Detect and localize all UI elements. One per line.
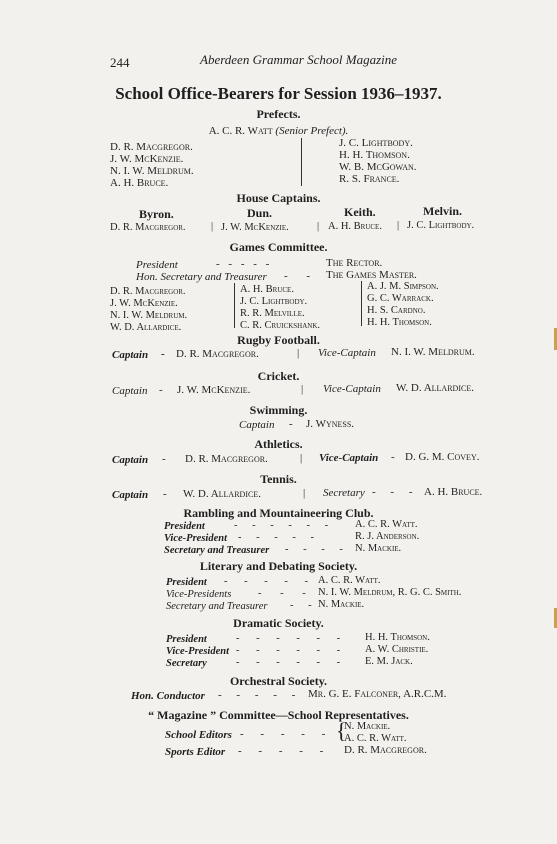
games-col-2 <box>240 284 320 332</box>
rugby-captain: D. R. Macgregor. <box>176 348 259 360</box>
list-item: R. R. Melville. <box>240 308 305 319</box>
sports-editor-value: D. R. Macgregor. <box>344 744 427 756</box>
rugby-divider: | <box>297 347 300 359</box>
rambling-label-1: Vice-President <box>164 533 227 544</box>
rambling-value-2: N. Mackie. <box>355 543 402 554</box>
list-item: C. R. Cruickshank. <box>240 320 321 331</box>
prefects-heading: Prefects. <box>256 107 301 121</box>
house-divider-1: | <box>211 221 214 232</box>
dramatic-heading: Dramatic Society. <box>233 616 324 630</box>
list-item: R. S. France. <box>339 173 400 185</box>
list-item: D. R. Macgregor. <box>110 286 186 297</box>
rambling-value-0: A. C. R. Watt. <box>355 519 418 530</box>
tennis-divider: | <box>303 487 306 499</box>
athletics-heading: Athletics. <box>254 437 303 451</box>
literary-label-2: Secretary and Treasurer <box>166 601 268 612</box>
running-head: Aberdeen Grammar School Magazine <box>200 52 398 67</box>
dramatic-label-0: President <box>166 634 207 645</box>
swimming-heading: Swimming. <box>249 403 308 417</box>
tennis-captain-label: Captain <box>112 489 149 501</box>
list-item: H. S. Cardno. <box>367 305 426 316</box>
list-item: J. W. McKenzie. <box>110 153 184 165</box>
rambling-heading: Rambling and Mountaineering Club. <box>183 506 374 520</box>
house-keith: Keith. <box>344 205 376 219</box>
rambling-dashes-2: - - - - <box>285 544 349 555</box>
literary-dashes-2: - - <box>290 600 318 611</box>
list-item: N. Mackie. <box>344 721 391 732</box>
games-col-1 <box>110 286 187 334</box>
athletics-captain: D. R. Macgregor. <box>185 453 268 465</box>
list-item: N. I. W. Meldrum. <box>110 165 194 177</box>
sports-editor-dashes: - - - - - <box>238 745 331 757</box>
list-item: A. C. R. Watt. <box>344 733 407 744</box>
editors-dashes: - - - - - <box>240 728 333 740</box>
list-item: W. B. McGowan. <box>339 161 417 173</box>
editors-brace: { <box>336 718 347 743</box>
tennis-secretary-label: Secretary <box>323 487 365 499</box>
athletics-divider: | <box>300 452 303 464</box>
page-number: 244 <box>110 55 130 70</box>
rambling-dashes-1: - - - - - <box>238 532 320 543</box>
dramatic-value-1: A. W. Christie. <box>365 644 429 655</box>
athletics-captain-label: Captain <box>112 454 149 466</box>
senior-prefect-name: A. C. R. Watt <box>208 125 273 137</box>
literary-dashes-0: - - - - - <box>224 576 315 587</box>
list-item: N. I. W. Meldrum. <box>110 310 188 321</box>
editors-list <box>344 721 407 745</box>
rugby-heading: Rugby Football. <box>237 333 320 347</box>
page-title: School Office-Bearers for Session 1936–1937. <box>115 84 442 103</box>
literary-value-1: N. I. W. Meldrum, R. G. C. Smith. <box>318 587 462 598</box>
tennis-secretary: A. H. Bruce. <box>424 486 483 498</box>
list-item: A. H. Bruce. <box>110 177 169 189</box>
rambling-label-0: President <box>164 521 205 532</box>
house-captain-melvin: J. C. Lightbody. <box>407 220 475 231</box>
list-item: A. H. Bruce. <box>240 284 294 295</box>
swimming-captain-dash: - <box>289 418 293 430</box>
list-item: D. R. Macgregor. <box>110 141 193 153</box>
editors-label: School Editors <box>165 729 232 741</box>
dramatic-dashes-0: - - - - - - <box>236 633 348 644</box>
rambling-dashes-0: - - - - - - <box>234 520 335 531</box>
dramatic-label-1: Vice-President <box>166 646 229 657</box>
tennis-captain: W. D. Allardice. <box>183 488 261 500</box>
tennis-heading: Tennis. <box>260 472 297 486</box>
dramatic-label-2: Secretary <box>166 658 207 669</box>
house-divider-2: | <box>317 221 320 232</box>
athletics-vice: D. G. M. Covey. <box>405 451 480 463</box>
list-item: A. J. M. Simpson. <box>367 281 439 292</box>
dramatic-value-2: E. M. Jack. <box>365 656 413 667</box>
literary-value-0: A. C. R. Watt. <box>318 575 381 586</box>
literary-value-2: N. Mackie. <box>318 599 365 610</box>
cricket-captain-label: Captain <box>112 385 148 397</box>
prefects-divider <box>301 138 302 186</box>
house-captain-byron: D. R. Macgregor. <box>110 222 186 233</box>
list-item: J. C. Lightbody. <box>339 137 413 149</box>
senior-prefect-label: (Senior Prefect). <box>275 125 349 137</box>
rugby-captain-label: Captain <box>112 349 149 361</box>
prefects-left-list <box>110 141 194 189</box>
literary-label-0: President <box>166 577 207 588</box>
dramatic-value-0: H. H. Thomson. <box>365 632 430 643</box>
swimming-captain-label: Captain <box>239 419 275 431</box>
house-captain-dun: J. W. McKenzie. <box>221 222 289 233</box>
house-captains-heading: House Captains. <box>236 191 321 205</box>
prefects-right-list <box>339 137 417 185</box>
house-melvin: Melvin. <box>423 204 462 218</box>
orchestral-dashes: - - - - - <box>218 689 302 701</box>
cricket-heading: Cricket. <box>257 369 300 383</box>
games-divider-2 <box>361 281 362 326</box>
tennis-captain-dash: - <box>163 488 167 500</box>
rambling-label-2: Secretary and Treasurer <box>164 545 270 556</box>
list-item: H. H. Thomson. <box>367 317 432 328</box>
literary-label-1: Vice-Presidents <box>166 589 232 600</box>
list-item: J. W. McKenzie. <box>110 298 178 309</box>
games-committee-heading: Games Committee. <box>229 240 328 254</box>
dramatic-dashes-1: - - - - - - <box>236 645 348 656</box>
orchestral-value: Mr. G. E. Falconer, A.R.C.M. <box>308 688 447 700</box>
rugby-vice: N. I. W. Meldrum. <box>391 346 475 358</box>
rambling-value-1: R. J. Anderson. <box>355 531 420 542</box>
house-divider-3: | <box>397 220 400 231</box>
games-secretary-label: Hon. Secretary and Treasurer <box>136 271 267 283</box>
games-divider-1 <box>234 283 235 328</box>
sports-editor-label: Sports Editor <box>165 746 226 758</box>
orchestral-heading: Orchestral Society. <box>229 674 328 688</box>
games-col-3 <box>367 281 439 329</box>
cricket-captain: J. W. McKenzie. <box>177 384 251 396</box>
swimming-captain: J. Wyness. <box>306 418 355 430</box>
house-byron: Byron. <box>139 207 174 221</box>
tennis-secretary-dashes: - - - <box>372 486 419 498</box>
athletics-captain-dash: - <box>162 453 166 465</box>
literary-dashes-1: - - - <box>258 588 314 599</box>
rugby-vice-label: Vice-Captain <box>318 347 376 359</box>
cricket-divider: | <box>301 383 304 395</box>
list-item: W. D. Allardice. <box>110 322 182 333</box>
senior-prefect <box>0 125 557 137</box>
literary-heading: Literary and Debating Society. <box>199 559 358 573</box>
games-secretary-value: The Games Master. <box>326 269 417 281</box>
house-dun: Dun. <box>247 206 273 220</box>
games-president-dashes: - - - - - <box>216 258 273 270</box>
magazine-heading: “ Magazine ” Committee—School Representatives. <box>148 708 409 722</box>
dramatic-dashes-2: - - - - - - <box>236 657 348 668</box>
cricket-vice: W. D. Allardice. <box>396 382 474 394</box>
house-captain-keith: A. H. Bruce. <box>328 221 382 232</box>
athletics-vice-dash: - <box>391 451 395 463</box>
rugby-captain-dash: - <box>161 348 165 360</box>
athletics-vice-label: Vice-Captain <box>319 452 379 464</box>
orchestral-label: Hon. Conductor <box>131 690 205 702</box>
list-item: H. H. Thomson. <box>339 149 410 161</box>
games-secretary-dashes: - - <box>284 270 319 282</box>
cricket-vice-label: Vice-Captain <box>323 383 381 395</box>
cricket-captain-dash: - <box>159 384 163 396</box>
games-president-label: President <box>136 259 178 271</box>
list-item: G. C. Warrack. <box>367 293 434 304</box>
list-item: J. C. Lightbody. <box>240 296 308 307</box>
games-president-value: The Rector. <box>326 257 383 269</box>
